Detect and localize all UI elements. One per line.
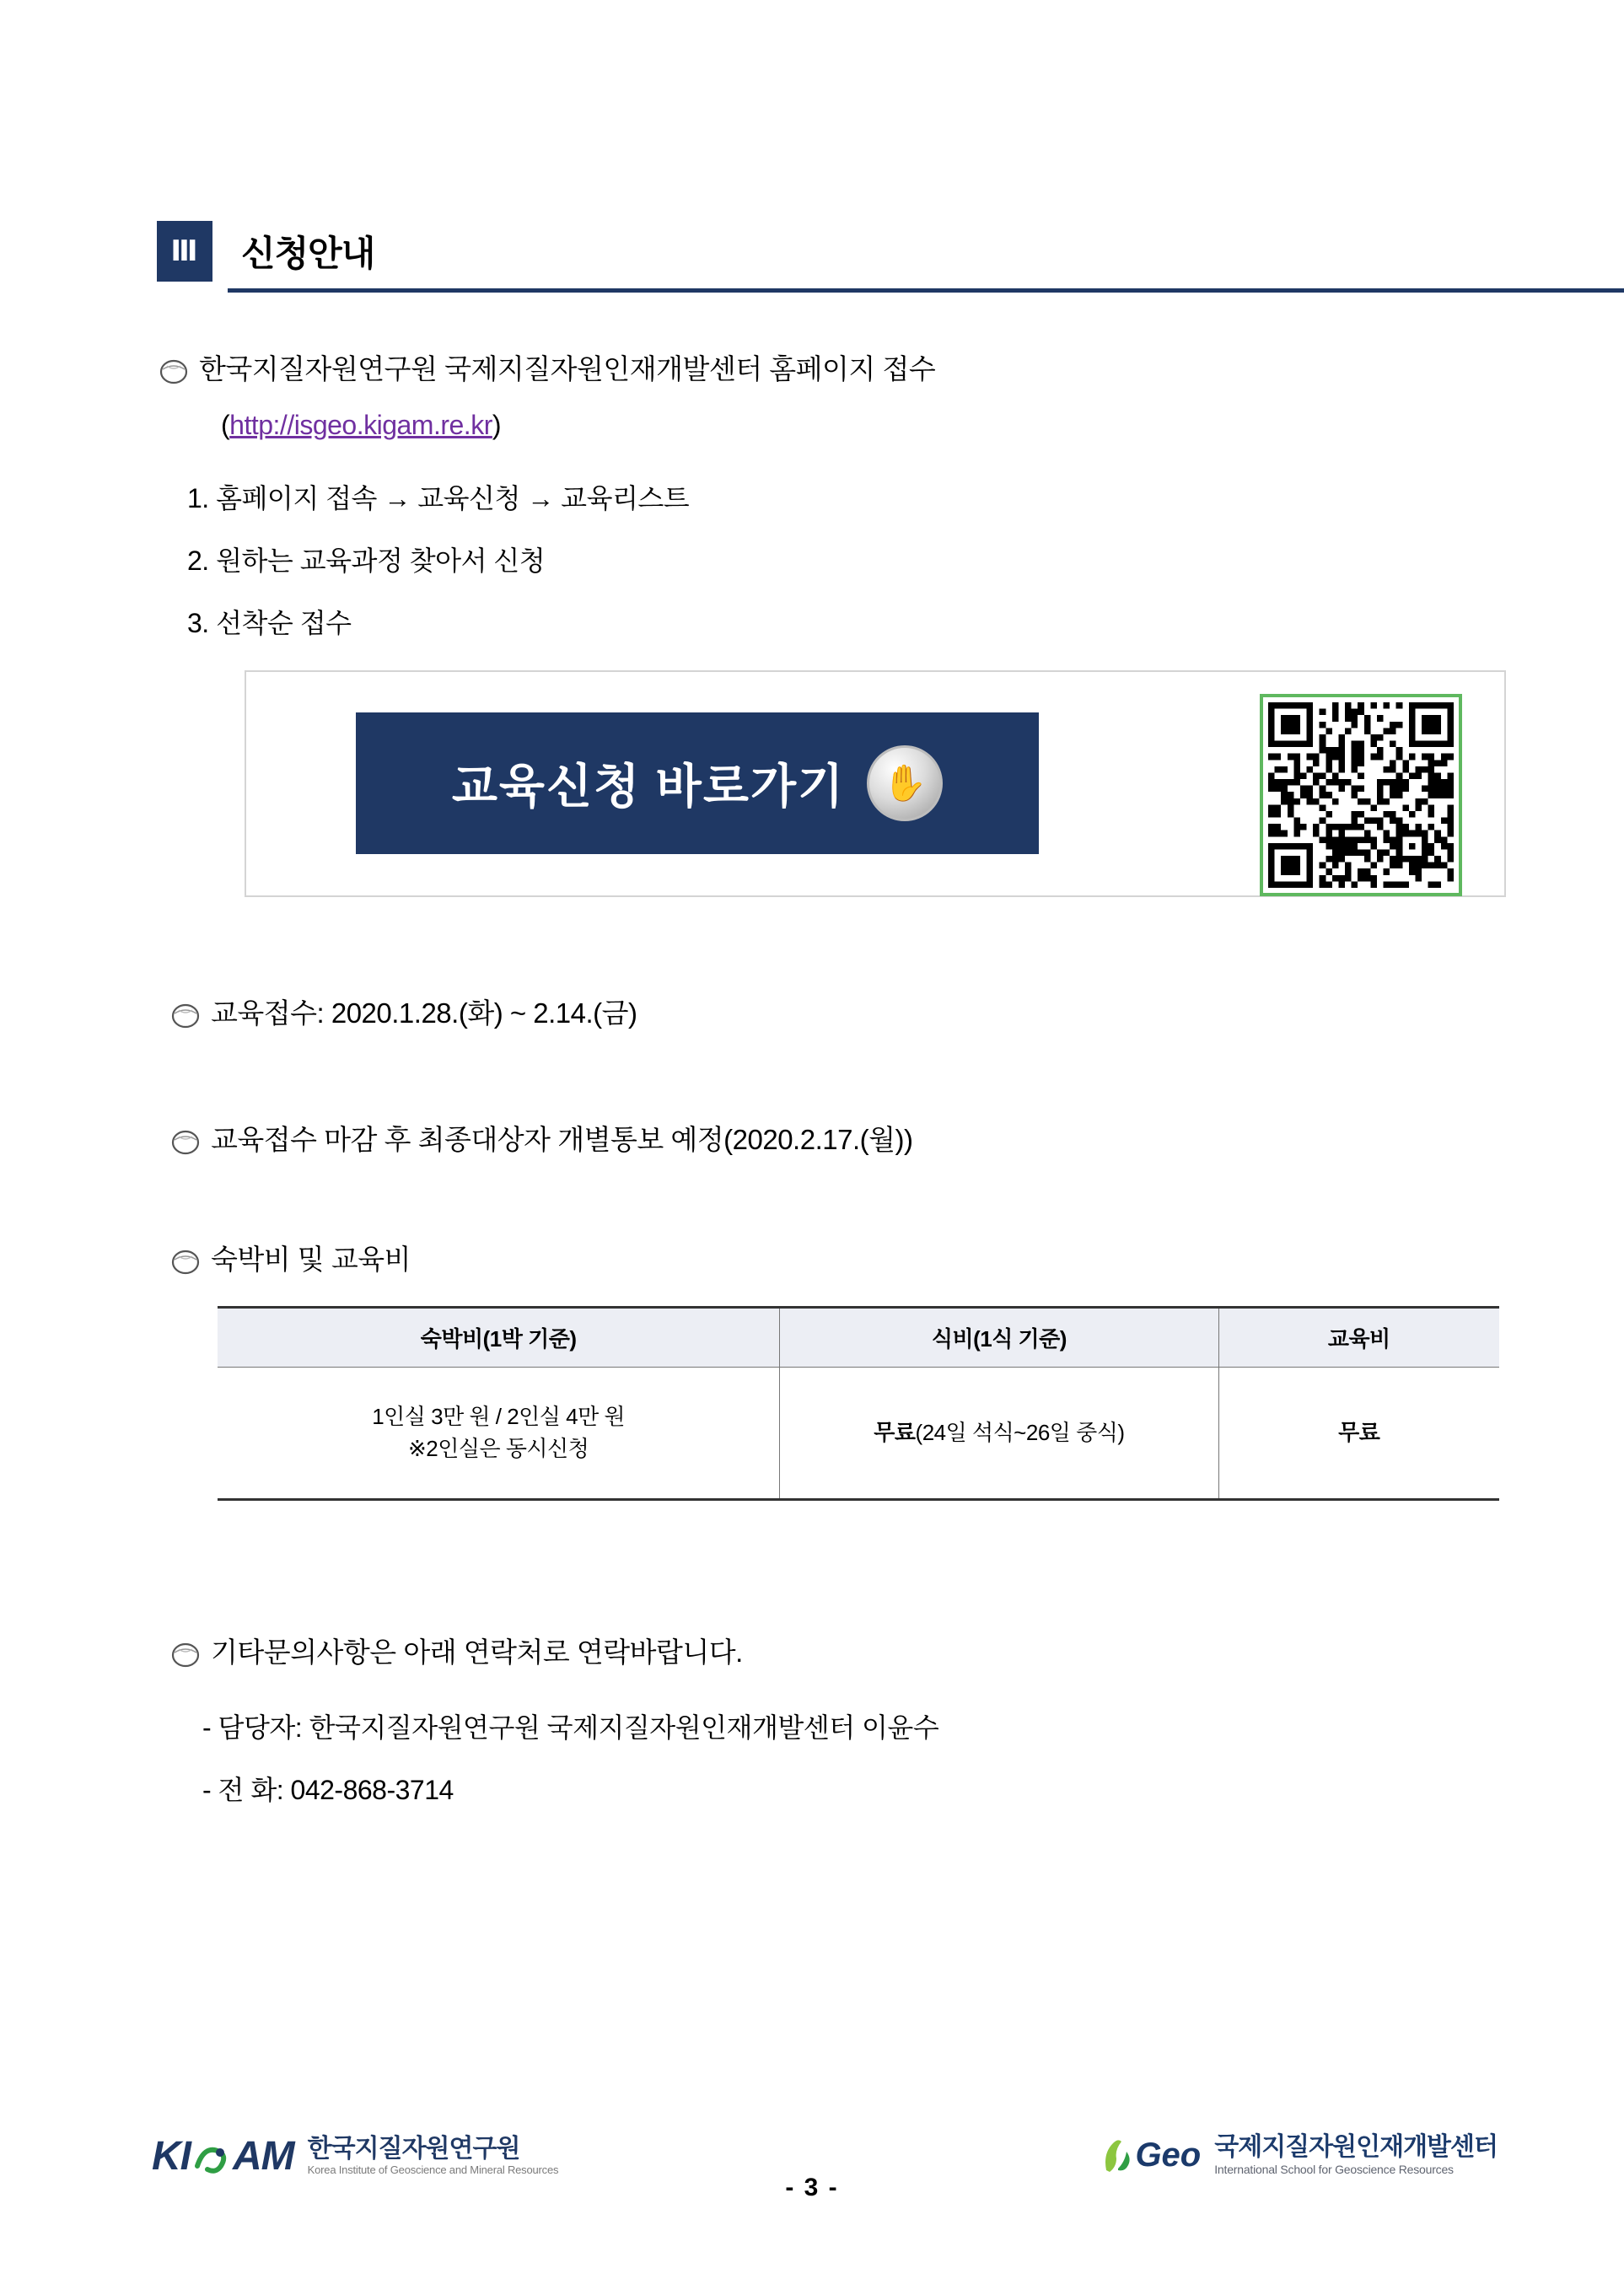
contact-person: - 담당자: 한국지질자원연구원 국제지질자원인재개발센터 이윤수 — [202, 1712, 939, 1743]
apply-now-button[interactable] — [356, 712, 1039, 854]
isgeo-logo-mark — [1100, 2136, 1201, 2174]
bullet-circle-icon — [169, 1637, 202, 1671]
kigam-name-kr: 한국지질자원연구원 — [307, 2135, 520, 2163]
kigam-name-en: Korea Institute of Geoscience and Mineral Resources — [307, 2163, 559, 2177]
qr-code[interactable] — [1260, 694, 1462, 896]
isgeo-leaf-icon — [1100, 2136, 1133, 2174]
step-3: 3. 선착순 접수 — [187, 608, 352, 638]
isgeo-name-en: International School for Geoscience Resources — [1214, 2162, 1454, 2176]
table-row — [218, 1368, 1499, 1500]
fee-table — [218, 1306, 1499, 1501]
kigam-logo — [152, 2133, 558, 2179]
bullet-notice-label: 교육접수 마감 후 최종대상자 개별통보 예정(2020.2.17.(월)) — [211, 1124, 913, 1155]
page-title: 신청안내 — [241, 234, 375, 273]
lodging-line-2: ※2인실은 동시신청 — [408, 1435, 589, 1461]
bullet-circle-icon — [157, 354, 191, 388]
lodging-line-1: 1인실 3만 원 / 2인실 4만 원 — [372, 1404, 626, 1429]
column-header-lodging: 숙박비(1박 기준) — [218, 1308, 780, 1368]
url-line — [221, 410, 501, 441]
section-header — [157, 221, 1499, 297]
meal-free-label: 무료 — [874, 1419, 916, 1445]
meal-detail: (24일 석식~26일 중식) — [915, 1419, 1125, 1445]
isgeo-name-kr: 국제지질자원인재개발센터 — [1214, 2133, 1498, 2161]
qr-code-canvas — [1268, 702, 1454, 888]
header-divider — [228, 288, 1624, 293]
bullet-fees-label: 숙박비 및 교육비 — [211, 1244, 411, 1275]
column-header-meal: 식비(1식 기준) — [780, 1308, 1218, 1368]
cell-meal-fee — [780, 1368, 1218, 1500]
bullet-notice — [169, 1121, 912, 1159]
bullet-reception — [169, 995, 637, 1033]
bullet-reception-label: 교육접수: 2020.1.28.(화) ~ 2.14.(금) — [211, 997, 637, 1029]
training-free-label: 무료 — [1338, 1419, 1380, 1445]
step-1: 1. 홈페이지 접속 → 교육신청 → 교육리스트 — [187, 483, 690, 513]
url-suffix: ) — [492, 410, 501, 440]
cell-lodging-fee — [218, 1368, 780, 1500]
bullet-homepage-label: 한국지질자원연구원 국제지질자원인재개발센터 홈페이지 접수 — [199, 353, 936, 384]
step-2: 2. 원하는 교육과정 찾아서 신청 — [187, 546, 546, 576]
isgeo-name-block — [1214, 2133, 1498, 2178]
isgeo-logo — [1100, 2133, 1498, 2178]
apply-banner-box — [245, 670, 1506, 897]
column-header-training: 교육비 — [1218, 1308, 1499, 1368]
isgeo-logo-text: Geo — [1135, 2136, 1202, 2174]
bullet-inquiry-label: 기타문의사항은 아래 연락처로 연락바랍니다. — [211, 1637, 743, 1668]
bullet-fees — [169, 1241, 411, 1279]
table-header-row — [218, 1308, 1499, 1368]
bullet-circle-icon — [169, 998, 202, 1032]
apply-now-label: 교육신청 바로가기 — [451, 760, 846, 813]
page-number: - 3 - — [785, 2174, 839, 2201]
kigam-logo-am: AM — [233, 2134, 294, 2179]
bullet-inquiry — [169, 1634, 743, 1672]
section-badge: Ⅲ — [157, 221, 212, 282]
url-prefix: ( — [221, 410, 230, 440]
cell-training-fee — [1218, 1368, 1499, 1500]
hand-pointer-icon: ✋ — [867, 745, 943, 821]
bullet-circle-icon — [169, 1125, 202, 1158]
kigam-name-block — [308, 2135, 559, 2178]
homepage-link[interactable]: http://isgeo.kigam.re.kr — [229, 410, 492, 440]
bullet-homepage — [157, 351, 935, 389]
kigam-logo-text — [152, 2133, 294, 2179]
bullet-circle-icon — [169, 1244, 202, 1278]
kigam-logo-ki: KI — [152, 2134, 191, 2179]
contact-phone: - 전 화: 042-868-3714 — [202, 1775, 454, 1805]
